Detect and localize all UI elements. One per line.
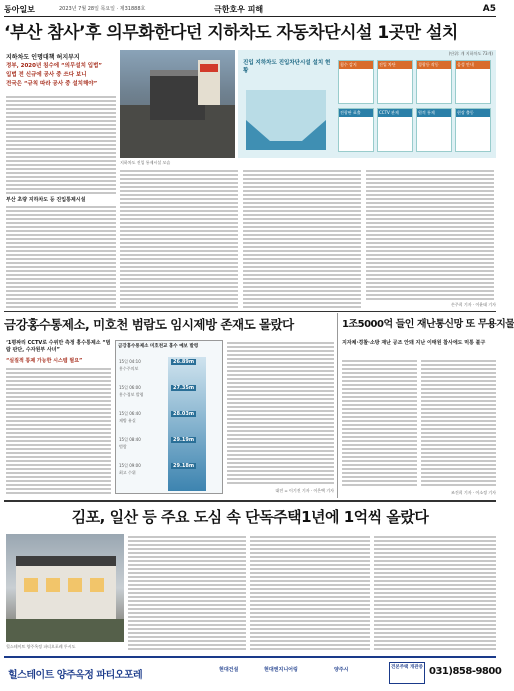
table-title: 금강홍수통제소 미호천교 홍수 예보 발령: [118, 344, 199, 349]
story3-byline: 조건희 기자 · 이소정 기자: [451, 490, 496, 495]
window-shape: [46, 578, 60, 592]
story2-byline: 대전 = 이기진 기자 · 이은택 기자: [275, 488, 334, 493]
story1-photo-caption: 지하차도 진입 통제시설 모습: [120, 160, 171, 165]
step-box: 현장 출동: [455, 108, 491, 152]
story1-kicker: 지하차도 인명대책 허지부지: [6, 54, 80, 61]
story1-lede: [6, 62, 116, 89]
newspaper-logo: 동아일보: [4, 4, 35, 14]
diagram-source: (단위: 개 지하차도 73개): [448, 51, 493, 56]
section-title: 극한호우 피해: [214, 5, 264, 14]
story2-headline: 금강홍수통제소, 미호천 범람도 임시제방 존재도 몰랐다: [4, 317, 294, 332]
ad-body-col1: [128, 534, 246, 652]
step-box: CCTV 관제: [377, 108, 413, 152]
divider: [4, 311, 496, 312]
diagram-steps: [338, 60, 493, 154]
page-header: [4, 3, 496, 17]
tunnel-road-shape: [246, 120, 326, 150]
tunnel-diagram-shape: [246, 90, 326, 150]
story1-photo: [120, 50, 235, 158]
ad-headline: 김포, 일산 등 주요 도심 속 단독주택1년에 1억씩 올랐다: [71, 508, 429, 526]
story3-body-col1: [342, 358, 417, 488]
step-box: 경광등 작동: [416, 60, 452, 104]
story2-body-col2: [227, 340, 334, 486]
ad-photo: [6, 534, 124, 642]
story1-body-col1b: [6, 204, 116, 308]
roof-shape: [16, 556, 116, 566]
step-box: 침수 감지: [338, 60, 374, 104]
story1-headline: ‘부산 참사’후 의무화한다던 지하차도 자동차단시설 1곳만 설치: [4, 23, 458, 43]
model-house-label: 견본주택 개관중: [389, 662, 425, 684]
window-shape: [90, 578, 104, 592]
warning-sign-shape: [200, 64, 218, 72]
sponsor-logo: 현대엔지니어링: [264, 667, 298, 673]
table-row: 15일 08:40 29.19m 범람: [119, 437, 195, 449]
story2-timeline-table: [115, 340, 223, 494]
story1-body-col1: [6, 94, 116, 194]
table-row: 15일 04:10 26.89m 홍수주의보: [119, 359, 195, 371]
lede-line: 입법 전 신규에 공사 중 쓰다 보니: [6, 72, 87, 78]
lawn-shape: [6, 619, 124, 642]
step-box: 진입 차단: [377, 60, 413, 104]
divider: [4, 500, 496, 502]
table-row: 15일 09:00 29.18m 최고 수위: [119, 463, 195, 475]
sponsor-logo: 양주시: [334, 667, 349, 673]
sponsor-logos: [219, 664, 379, 684]
story1-body-col2: [120, 168, 238, 308]
story2-body-col1: [6, 366, 111, 494]
story1-diagram: [238, 50, 496, 158]
sponsor-logo: 현대건설: [219, 667, 239, 673]
ad-body-col2: [250, 534, 370, 652]
window-shape: [24, 578, 38, 592]
story1-subhead: 부산 초량 지하차도 등 진입통제시설: [6, 197, 86, 203]
story1-body-col4: [366, 168, 494, 300]
lede-line: 전국은 “규칙 따라 공사 중 설치해야”: [6, 81, 98, 87]
step-box: 음성 안내: [455, 60, 491, 104]
ad-brand: 힐스테이트 양주옥정 파티오포레: [8, 670, 143, 681]
table-row: 15일 06:40 28.03m 제방 유실: [119, 411, 195, 423]
ad-banner: [4, 656, 502, 688]
story3-subhead: 지자체·경찰·소방 재난 공조 안돼 지난 이태원 참사에도 먹통 불구: [342, 340, 486, 346]
step-box: 전광판 표출: [338, 108, 374, 152]
page-number: A5: [482, 4, 496, 14]
story2-subhead1: ‘1평짜리 CCTV로 수위만 측정 홍수통제소 “범람 판단, 수자원부 사녀”: [6, 340, 111, 353]
story3-body-col2: [421, 358, 496, 488]
issue-date: 2023년 7월 28일 목요일 · 제31888호: [59, 6, 146, 12]
lede-line: 정부, 2020년 침수에 “의무설치 입법”: [6, 63, 103, 69]
story1-byline: 손주희 기자 · 이윤태 기자: [451, 302, 496, 307]
step-box: 원격 통제: [416, 108, 452, 152]
column-divider: [337, 313, 338, 498]
diagram-title: 진입 지하차도 진입차단시설 설치 현황: [243, 60, 331, 74]
table-row: 15일 06:00 27.35m 홍수경보 발령: [119, 385, 195, 397]
ad-body-col3: [374, 534, 496, 652]
table-rows: [119, 359, 221, 489]
ad-photo-caption: 힐스테이트 양주옥정 파티오포레 투시도: [6, 644, 76, 649]
story3-headline: 1조5000억 들인 재난통신망 또 무용지물: [342, 319, 514, 330]
story2-subhead2: “실질적 통제 가능한 시스템 필요”: [6, 358, 83, 364]
tunnel-entrance-shape: [150, 70, 205, 120]
story1-body-col3: [243, 168, 361, 308]
window-shape: [68, 578, 82, 592]
ad-phone: 031)858-9800: [429, 666, 502, 677]
